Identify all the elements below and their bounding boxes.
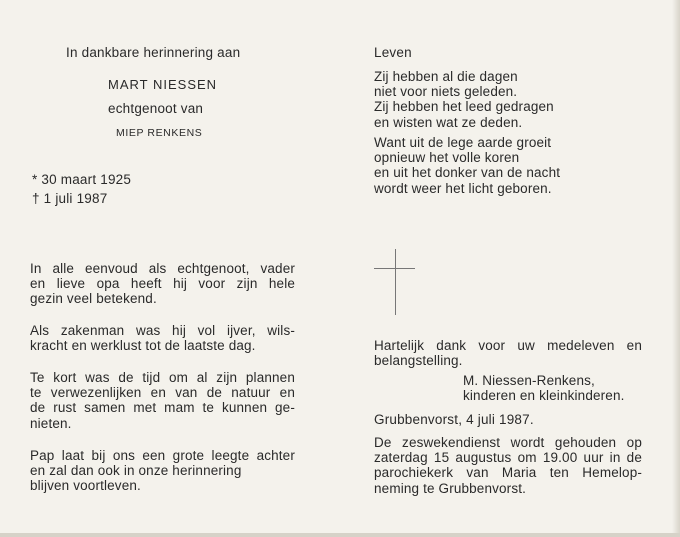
service-line: neming te Grubbenvorst.: [374, 480, 527, 496]
service-notice: [374, 435, 642, 496]
service-line: parochiekerk van Maria ten Hemelop-: [374, 465, 642, 481]
paragraph-line: te verwezenlijken en van de natuur en: [30, 385, 295, 401]
thanks-line: Hartelijk dank voor uw medeleven en: [374, 338, 642, 353]
poem-line: Want uit de lege aarde groeit: [374, 135, 552, 150]
poem-line: en uit het donker van de nacht: [374, 165, 561, 181]
signature-line: M. Niessen-Renkens,: [463, 373, 595, 388]
paragraph-line: de rust samen met mam te kunnen ge-: [30, 400, 295, 416]
service-line: zaterdag 15 augustus om 19.00 uur in de: [374, 450, 642, 466]
death-date: † 1 juli 1987: [32, 191, 108, 206]
thanks-line: belangstelling.: [374, 353, 463, 369]
signature: [463, 373, 625, 403]
paragraph-line: nieten.: [30, 415, 72, 431]
paragraph-1: [30, 261, 295, 307]
spouse-name: MIEP RENKENS: [116, 127, 203, 139]
deceased-name: MART NIESSEN: [108, 77, 218, 92]
paragraph-line: kracht en werklust tot de laatste dag.: [30, 338, 256, 354]
cross-icon: [395, 249, 396, 315]
service-line: De zeswekendienst wordt gehouden op: [374, 435, 642, 450]
signature-line: kinderen en kleinkinderen.: [463, 388, 625, 404]
poem-stanza-1: [374, 69, 554, 130]
cross-icon-bar: [374, 268, 415, 269]
paragraph-4: [30, 448, 295, 494]
poem-line: Zij hebben al die dagen: [374, 69, 518, 84]
poem-line: niet voor niets geleden.: [374, 84, 518, 100]
paragraph-line: gezin veel betekend.: [30, 291, 157, 307]
card-bottom-edge: [0, 533, 680, 537]
paragraph-line: blijven voortleven.: [30, 478, 141, 494]
thanks-text: [374, 338, 642, 368]
spouse-of-label: echtgenoot van: [108, 101, 204, 116]
place-date: Grubbenvorst, 4 juli 1987.: [374, 412, 534, 427]
poem-line: opnieuw het volle koren: [374, 150, 520, 166]
paragraph-line: Als zakenman was hij vol ijver, wils-: [30, 323, 295, 338]
poem-title: Leven: [374, 45, 412, 60]
paragraph-line: en zal dan ook in onze herinnering: [30, 463, 242, 479]
paragraph-2: [30, 323, 295, 353]
paragraph-line: Te kort was de tijd om al zijn plannen: [30, 370, 295, 385]
paragraph-line: Pap laat bij ons een grote leegte achter: [30, 448, 295, 463]
paragraph-line: en lieve opa heeft hij voor zijn hele: [30, 276, 295, 292]
heading: In dankbare herinnering aan: [66, 45, 241, 60]
poem-line: Zij hebben het leed gedragen: [374, 99, 554, 115]
poem-line: en wisten wat ze deden.: [374, 114, 523, 130]
paragraph-line: In alle eenvoud als echtgenoot, vader: [30, 261, 295, 276]
paragraph-3: [30, 370, 295, 431]
birth-date: * 30 maart 1925: [32, 172, 132, 187]
poem-stanza-2: [374, 135, 560, 196]
poem-line: wordt weer het licht geboren.: [374, 180, 552, 196]
card-edge-shadow: [672, 0, 680, 537]
